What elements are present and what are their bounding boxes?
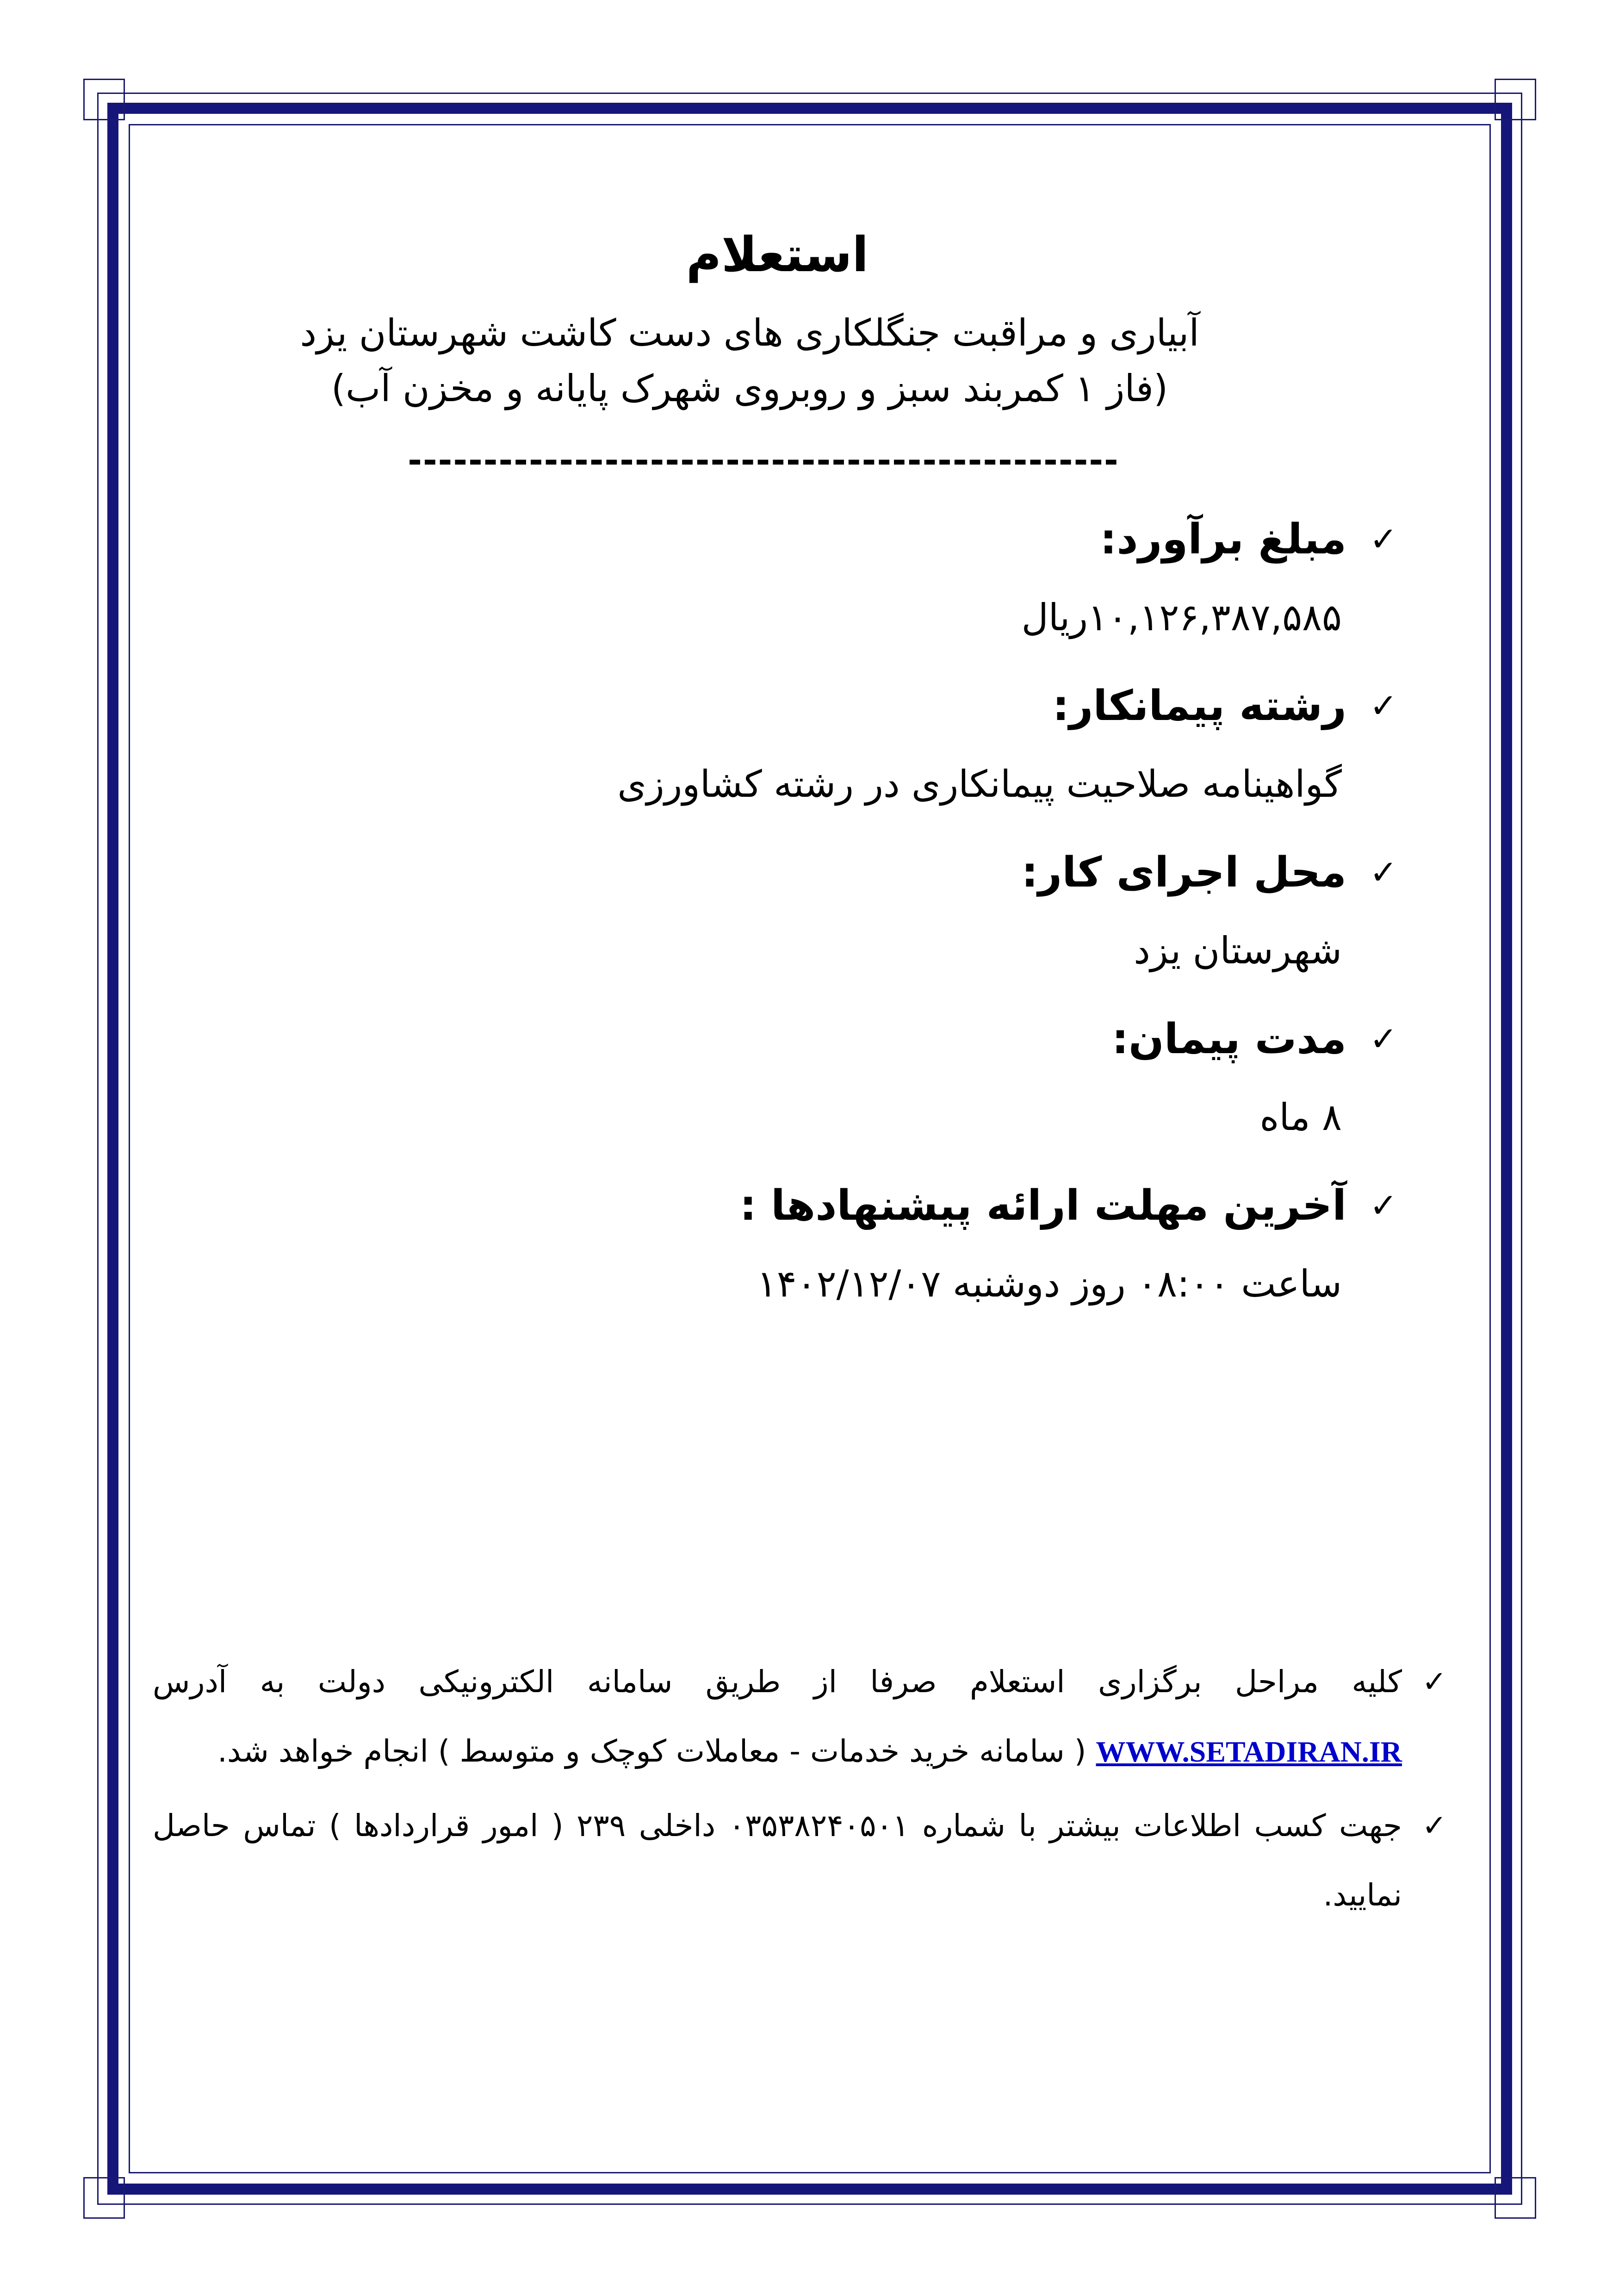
notes (153, 1647, 1453, 1935)
check-icon: ✓ (1369, 1186, 1398, 1225)
section-duration (153, 999, 1402, 1148)
project-subtitle: (فاز ۱ کمربند سبز و روبروی شهرک پایانه و مخزن آب) (331, 367, 1168, 410)
note-item (153, 1647, 1453, 1787)
section-value: ۸ ماه (1259, 1096, 1342, 1139)
section-value: ساعت ۰۸:۰۰ روز دوشنبه ۱۴۰۲/۱۲/۰۷ (757, 1262, 1342, 1305)
border-corner-ornament (83, 2177, 125, 2219)
border-corner-ornament (1495, 79, 1536, 120)
section-heading: آخرین مهلت ارائه پیشنهادها : (739, 1181, 1346, 1230)
separator-line: ----------------------------------------------- (408, 441, 1119, 480)
check-icon: ✓ (1369, 520, 1398, 558)
note-text-part: کلیه مراحل برگزاری استعلام صرفا از طریق سامانه الکترونیکی دولت به آدرس (153, 1664, 1402, 1700)
section-heading: محل اجرای کار: (1021, 848, 1346, 897)
note-item (153, 1791, 1453, 1930)
document-body (153, 222, 1402, 1333)
note-text: جهت کسب اطلاعات بیشتر با شماره ۰۳۵۳۸۲۴۰۵۰۱ داخلی ۲۳۹ ( امور قراردادها ) تماس حاصل نمایید. (153, 1808, 1402, 1913)
border-corner-ornament (83, 79, 125, 120)
section-heading: مبلغ برآورد: (1100, 515, 1346, 564)
check-icon: ✓ (1422, 1809, 1447, 1843)
check-icon: ✓ (1369, 853, 1398, 892)
border-corner-ornament (1495, 2177, 1536, 2219)
note-text-part: ( سامانه خرید خدمات - معاملات کوچک و متوسط ) انجام خواهد شد. (217, 1733, 1086, 1769)
check-icon: ✓ (1369, 1019, 1398, 1058)
section-heading: مدت پیمان: (1112, 1014, 1346, 1063)
section-deadline (153, 1166, 1402, 1314)
section-heading: رشته پیمانکار: (1052, 681, 1346, 730)
setadiran-link[interactable]: WWW.SETADIRAN.IR (1096, 1735, 1402, 1768)
check-icon: ✓ (1422, 1665, 1447, 1699)
section-value: شهرستان یزد (1134, 929, 1342, 972)
section-value: گواهینامه صلاحیت پیمانکاری در رشته کشاورزی (617, 763, 1342, 806)
check-icon: ✓ (1369, 686, 1398, 725)
section-value: ۱۰,۱۲۶,۳۸۷,۵۸۵ریال (1021, 596, 1342, 639)
section-location (153, 833, 1402, 981)
note-text (153, 1647, 1402, 1787)
section-estimate (153, 500, 1402, 648)
page-title: استعلام (686, 226, 869, 283)
project-title: آبیاری و مراقبت جنگلکاری های دست کاشت شهرستان یزد (300, 311, 1199, 354)
section-contractor-field (153, 666, 1402, 814)
